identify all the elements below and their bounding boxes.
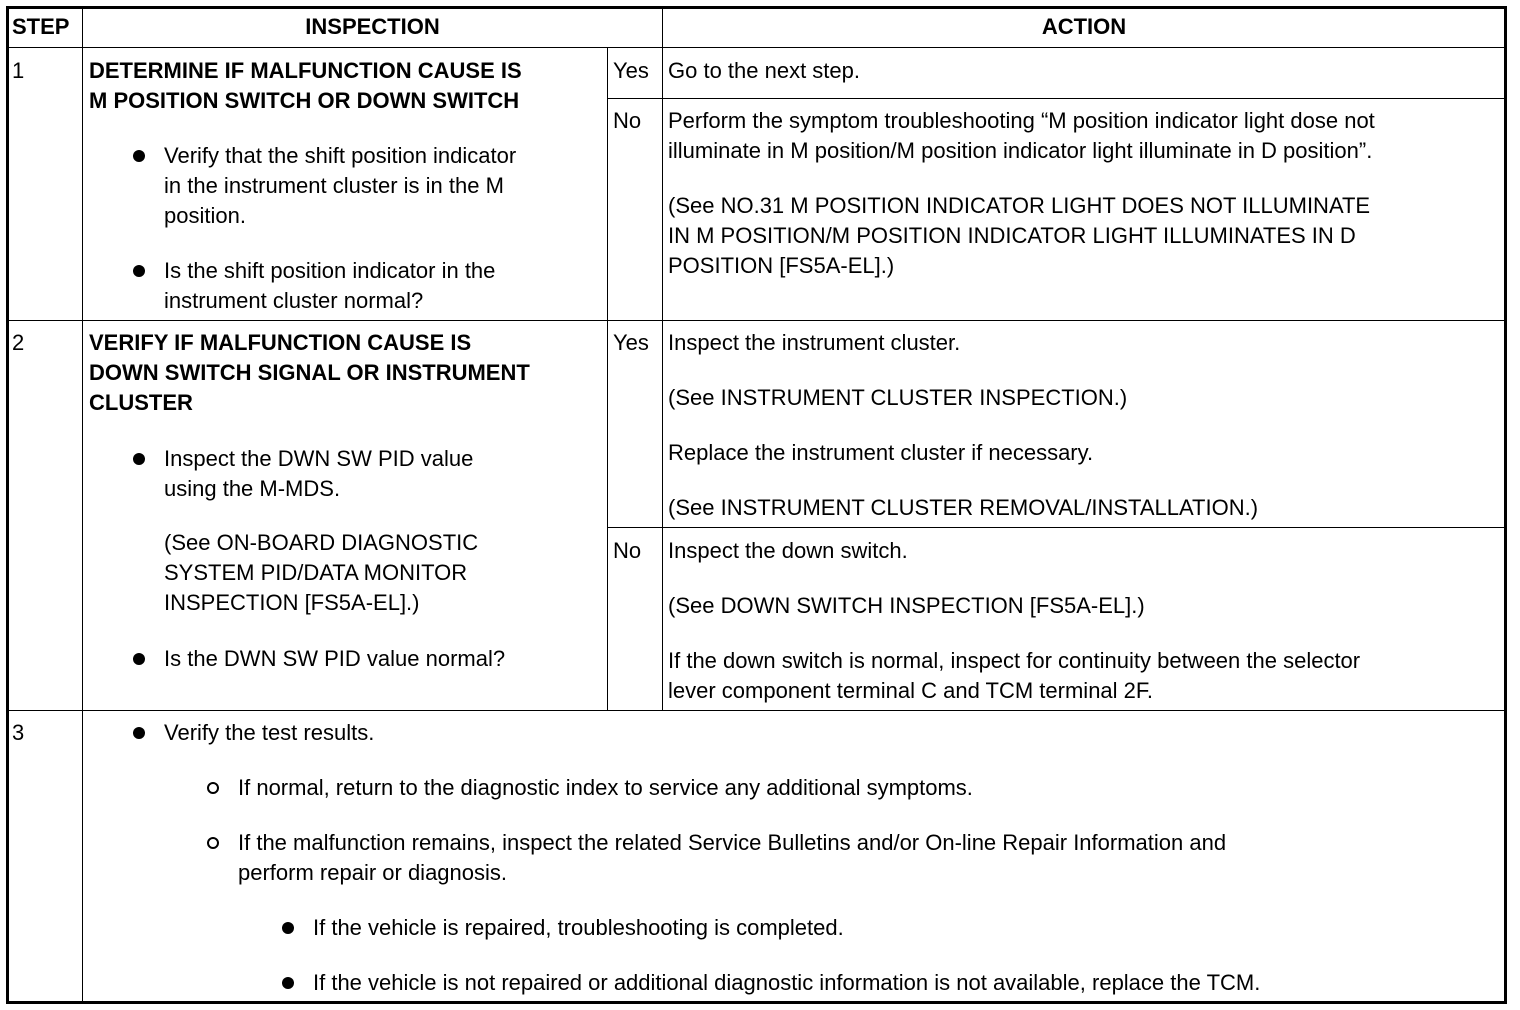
action-text-line: (See INSTRUMENT CLUSTER REMOVAL/INSTALLATION.) — [668, 495, 1259, 520]
sub-bullet-icon — [207, 782, 219, 794]
action-text-line: Replace the instrument cluster if necessary. — [668, 440, 1094, 465]
column-divider-inspection — [662, 8, 663, 710]
action-text-line: (See NO.31 M POSITION INDICATOR LIGHT DOES NOT ILLUMINATE — [668, 193, 1371, 218]
see-note-line: SYSTEM PID/DATA MONITOR — [164, 560, 468, 585]
action-text-line: lever component terminal C and TCM terminal 2F. — [668, 678, 1154, 703]
sub-bullet-icon — [207, 837, 219, 849]
subsub-bullet-text-line: If the vehicle is not repaired or additional diagnostic information is not available, replace the TCM. — [313, 970, 1261, 995]
no-label: No — [613, 538, 642, 563]
no-label: No — [613, 108, 642, 133]
step-number: 3 — [12, 720, 25, 745]
bullet-text-line: Verify that the shift position indicator — [164, 143, 517, 168]
action-text-line: (See DOWN SWITCH INSPECTION [FS5A-EL].) — [668, 593, 1145, 618]
row-divider-1-yes-no — [607, 98, 1505, 99]
bullet-text-line: Verify the test results. — [164, 720, 375, 745]
yes-label: Yes — [613, 58, 649, 83]
step-title-line: VERIFY IF MALFUNCTION CAUSE IS — [89, 330, 472, 355]
sub-bullet-text-line: If normal, return to the diagnostic index to service any additional symptoms. — [238, 775, 973, 800]
bullet-icon — [133, 150, 145, 162]
header-action: ACTION — [1041, 14, 1127, 39]
action-text-line: If the down switch is normal, inspect for continuity between the selector — [668, 648, 1361, 673]
bullet-icon — [133, 265, 145, 277]
bullet-text-line: Is the DWN SW PID value normal? — [164, 646, 506, 671]
bullet-text-line: using the M-MDS. — [164, 476, 341, 501]
action-text-line: Inspect the down switch. — [668, 538, 908, 563]
column-divider-yesno — [607, 48, 608, 710]
header-inspection: INSPECTION — [305, 14, 440, 39]
row-divider-2-yes-no — [607, 527, 1505, 528]
bullet-text-line: Inspect the DWN SW PID value — [164, 446, 474, 471]
action-text-line: POSITION [FS5A-EL].) — [668, 253, 895, 278]
bullet-text-line: position. — [164, 203, 246, 228]
row-divider-2-3 — [8, 710, 1505, 711]
sub-bullet-text-line: If the malfunction remains, inspect the related Service Bulletins and/or On-line Repair Information and — [238, 830, 1227, 855]
action-text-line: IN M POSITION/M POSITION INDICATOR LIGHT ILLUMINATES IN D — [668, 223, 1356, 248]
step-number: 1 — [12, 58, 25, 83]
step-title-line: M POSITION SWITCH OR DOWN SWITCH — [89, 88, 520, 113]
column-divider-step — [82, 8, 83, 1002]
header-divider — [8, 47, 1505, 48]
bullet-text-line: Is the shift position indicator in the — [164, 258, 496, 283]
step-title-line: DOWN SWITCH SIGNAL OR INSTRUMENT — [89, 360, 530, 385]
action-text-line: Perform the symptom troubleshooting “M position indicator light dose not — [668, 108, 1375, 133]
bullet-text-line: instrument cluster normal? — [164, 288, 424, 313]
subsub-bullet-text-line: If the vehicle is repaired, troubleshooting is completed. — [313, 915, 844, 940]
action-text-line: Go to the next step. — [668, 58, 861, 83]
step-title-line: DETERMINE IF MALFUNCTION CAUSE IS — [89, 58, 522, 83]
bullet-icon — [133, 727, 145, 739]
bullet-icon — [133, 453, 145, 465]
yes-label: Yes — [613, 330, 649, 355]
bullet-icon — [133, 653, 145, 665]
step-title-line: CLUSTER — [89, 390, 193, 415]
action-text-line: Inspect the instrument cluster. — [668, 330, 961, 355]
step-number: 2 — [12, 330, 25, 355]
header-step: STEP — [12, 14, 70, 39]
bullet-icon — [282, 977, 294, 989]
see-note-line: (See ON-BOARD DIAGNOSTIC — [164, 530, 479, 555]
sub-bullet-text-line: perform repair or diagnosis. — [238, 860, 508, 885]
row-divider-1-2 — [8, 320, 1505, 321]
bullet-icon — [282, 922, 294, 934]
see-note-line: INSPECTION [FS5A-EL].) — [164, 590, 420, 615]
action-text-line: illuminate in M position/M position indicator light illuminate in D position”. — [668, 138, 1373, 163]
action-text-line: (See INSTRUMENT CLUSTER INSPECTION.) — [668, 385, 1128, 410]
bullet-text-line: in the instrument cluster is in the M — [164, 173, 504, 198]
